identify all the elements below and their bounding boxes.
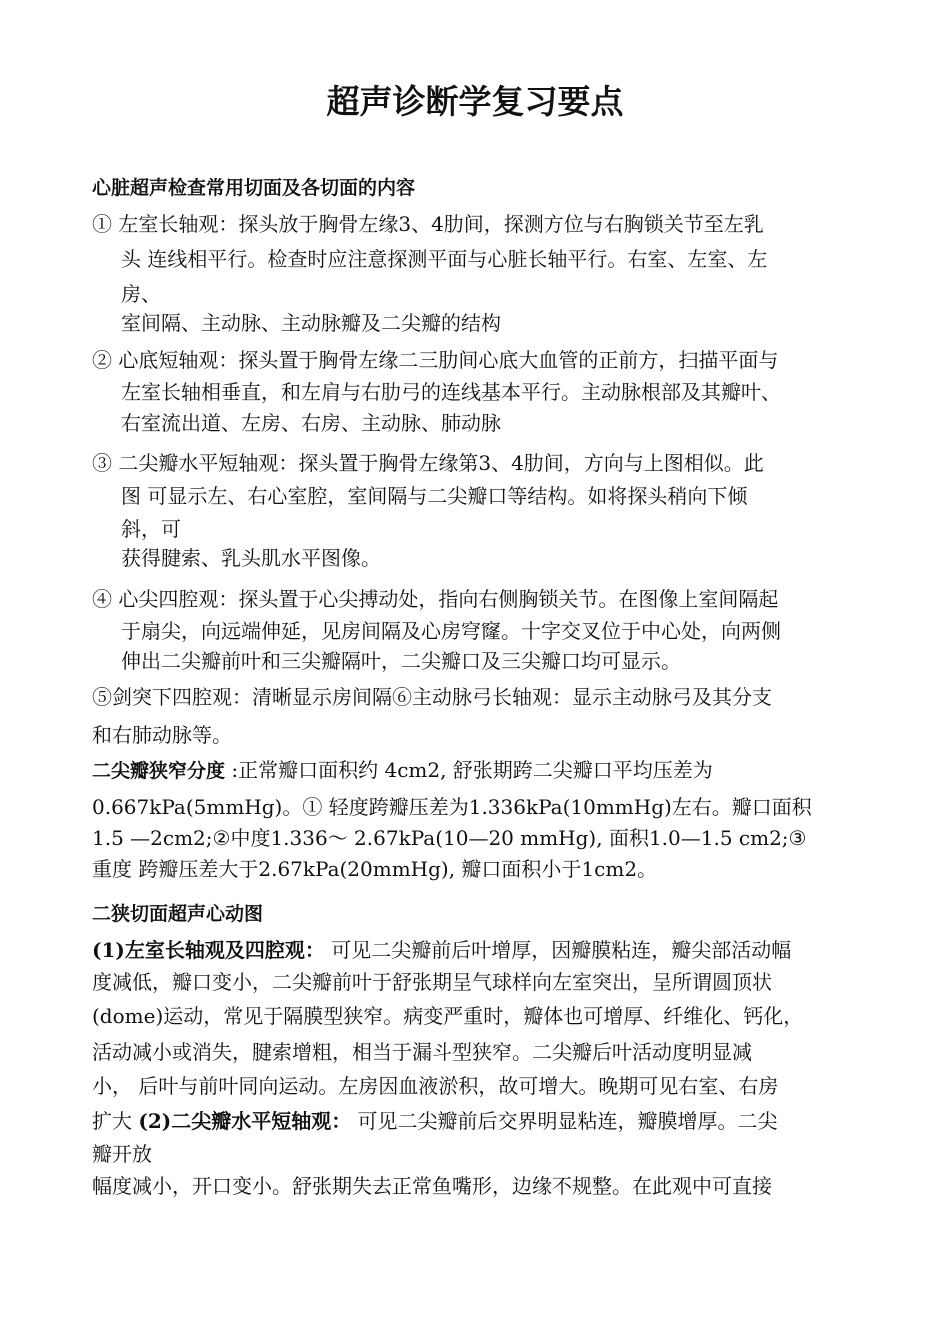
echo-p2-line1 bbox=[92, 1109, 778, 1133]
echo-p2-prefix: 扩大 bbox=[92, 1109, 139, 1133]
echo-p1-line3: (dome)运动，常见于隔膜型狭窄。病变严重时，瓣体也可增厚、纤维化、钙化， bbox=[92, 1004, 804, 1028]
stenosis-line2: 0.667kPa(5mmHg)。① 轻度跨瓣压差为1.336kPa(10mmHg)左右。瓣口面积 bbox=[92, 795, 812, 819]
item1-line3: 房、 bbox=[121, 282, 161, 306]
item1-line1: ① 左室长轴观：探头放于胸骨左缘3、4肋间，探测方位与右胸锁关节至左乳 bbox=[92, 212, 764, 236]
item4-line1: ④ 心尖四腔观：探头置于心尖搏动处，指向右侧胸锁关节。在图像上室间隔起 bbox=[92, 587, 779, 611]
item3-line3: 斜，可 bbox=[121, 517, 181, 541]
echo-p2-text: 可见二尖瓣前后交界明显粘连，瓣膜增厚。二尖 bbox=[351, 1109, 778, 1133]
item56-line1: ⑤剑突下四腔观：清晰显示房间隔⑥主动脉弓长轴观：显示主动脉弓及其分支 bbox=[92, 685, 772, 709]
echo-p2-label: (2)二尖瓣水平短轴观： bbox=[138, 1109, 352, 1133]
item2-line1: ② 心底短轴观：探头置于胸骨左缘二三肋间心底大血管的正前方，扫描平面与 bbox=[92, 348, 779, 372]
item3-line2: 图 可显示左、右心室腔，室间隔与二尖瓣口等结构。如将探头稍向下倾 bbox=[121, 484, 748, 508]
echo-p1-label: (1)左室长轴观及四腔观： bbox=[92, 938, 325, 962]
section-heading-echo: 二狭切面超声心动图 bbox=[92, 903, 264, 925]
section-heading-views: 心脏超声检查常用切面及各切面的内容 bbox=[92, 177, 416, 199]
item3-line4: 获得腱索、乳头肌水平图像。 bbox=[121, 546, 381, 570]
stenosis-grading-line1 bbox=[92, 758, 713, 783]
echo-p1-line1 bbox=[92, 938, 791, 962]
item1-line4: 室间隔、主动脉、主动脉瓣及二尖瓣的结构 bbox=[121, 311, 501, 335]
echo-p2-line2: 瓣开放 bbox=[92, 1142, 152, 1166]
item4-line2: 于扇尖，向远端伸延，见房间隔及心房穹窿。十字交叉位于中心处，向两侧 bbox=[121, 619, 781, 643]
stenosis-line4: 重度 跨瓣压差大于2.67kPa(20mmHg), 瓣口面积小于1cm2。 bbox=[92, 857, 658, 881]
stenosis-intro: :正常瓣口面积约 4cm2, 舒张期跨二尖瓣口平均压差为 bbox=[225, 758, 713, 782]
item2-line2: 左室长轴相垂直，和左肩与右肋弓的连线基本平行。主动脉根部及其瓣叶、 bbox=[121, 380, 781, 404]
echo-p2-line3: 幅度减小，开口变小。舒张期失去正常鱼嘴形，边缘不规整。在此观中可直接 bbox=[92, 1174, 772, 1198]
page-title: 超声诊断学复习要点 bbox=[326, 82, 624, 121]
echo-p1-line2: 度减低，瓣口变小，二尖瓣前叶于舒张期呈气球样向左室突出，呈所谓圆顶状 bbox=[92, 970, 772, 994]
section-heading-stenosis: 二尖瓣狭窄分度 bbox=[92, 760, 226, 782]
echo-p1-line5: 小， 后叶与前叶同向运动。左房因血液淤积，故可增大。晚期可见右室、右房 bbox=[92, 1074, 779, 1098]
echo-p1-line4: 活动减小或消失，腱索增粗，相当于漏斗型狭窄。二尖瓣后叶活动度明显减 bbox=[92, 1040, 752, 1064]
item3-line1: ③ 二尖瓣水平短轴观：探头置于胸骨左缘第3、4肋间，方向与上图相似。此 bbox=[92, 451, 764, 475]
item4-line3: 伸出二尖瓣前叶和三尖瓣隔叶，二尖瓣口及三尖瓣口均可显示。 bbox=[121, 649, 681, 673]
item1-line2: 头 连线相平行。检查时应注意探测平面与心脏长轴平行。右室、左室、左 bbox=[121, 247, 768, 271]
item56-line2: 和右肺动脉等。 bbox=[92, 723, 232, 747]
echo-p1-text: 可见二尖瓣前后叶增厚，因瓣膜粘连，瓣尖部活动幅 bbox=[324, 938, 792, 962]
stenosis-line3: 1.5 —2cm2;②中度1.336～ 2.67kPa(10—20 mmHg), 面积1.0—1.5 cm2;③ bbox=[92, 826, 807, 850]
item2-line3: 右室流出道、左房、右房、主动脉、肺动脉 bbox=[121, 411, 501, 435]
